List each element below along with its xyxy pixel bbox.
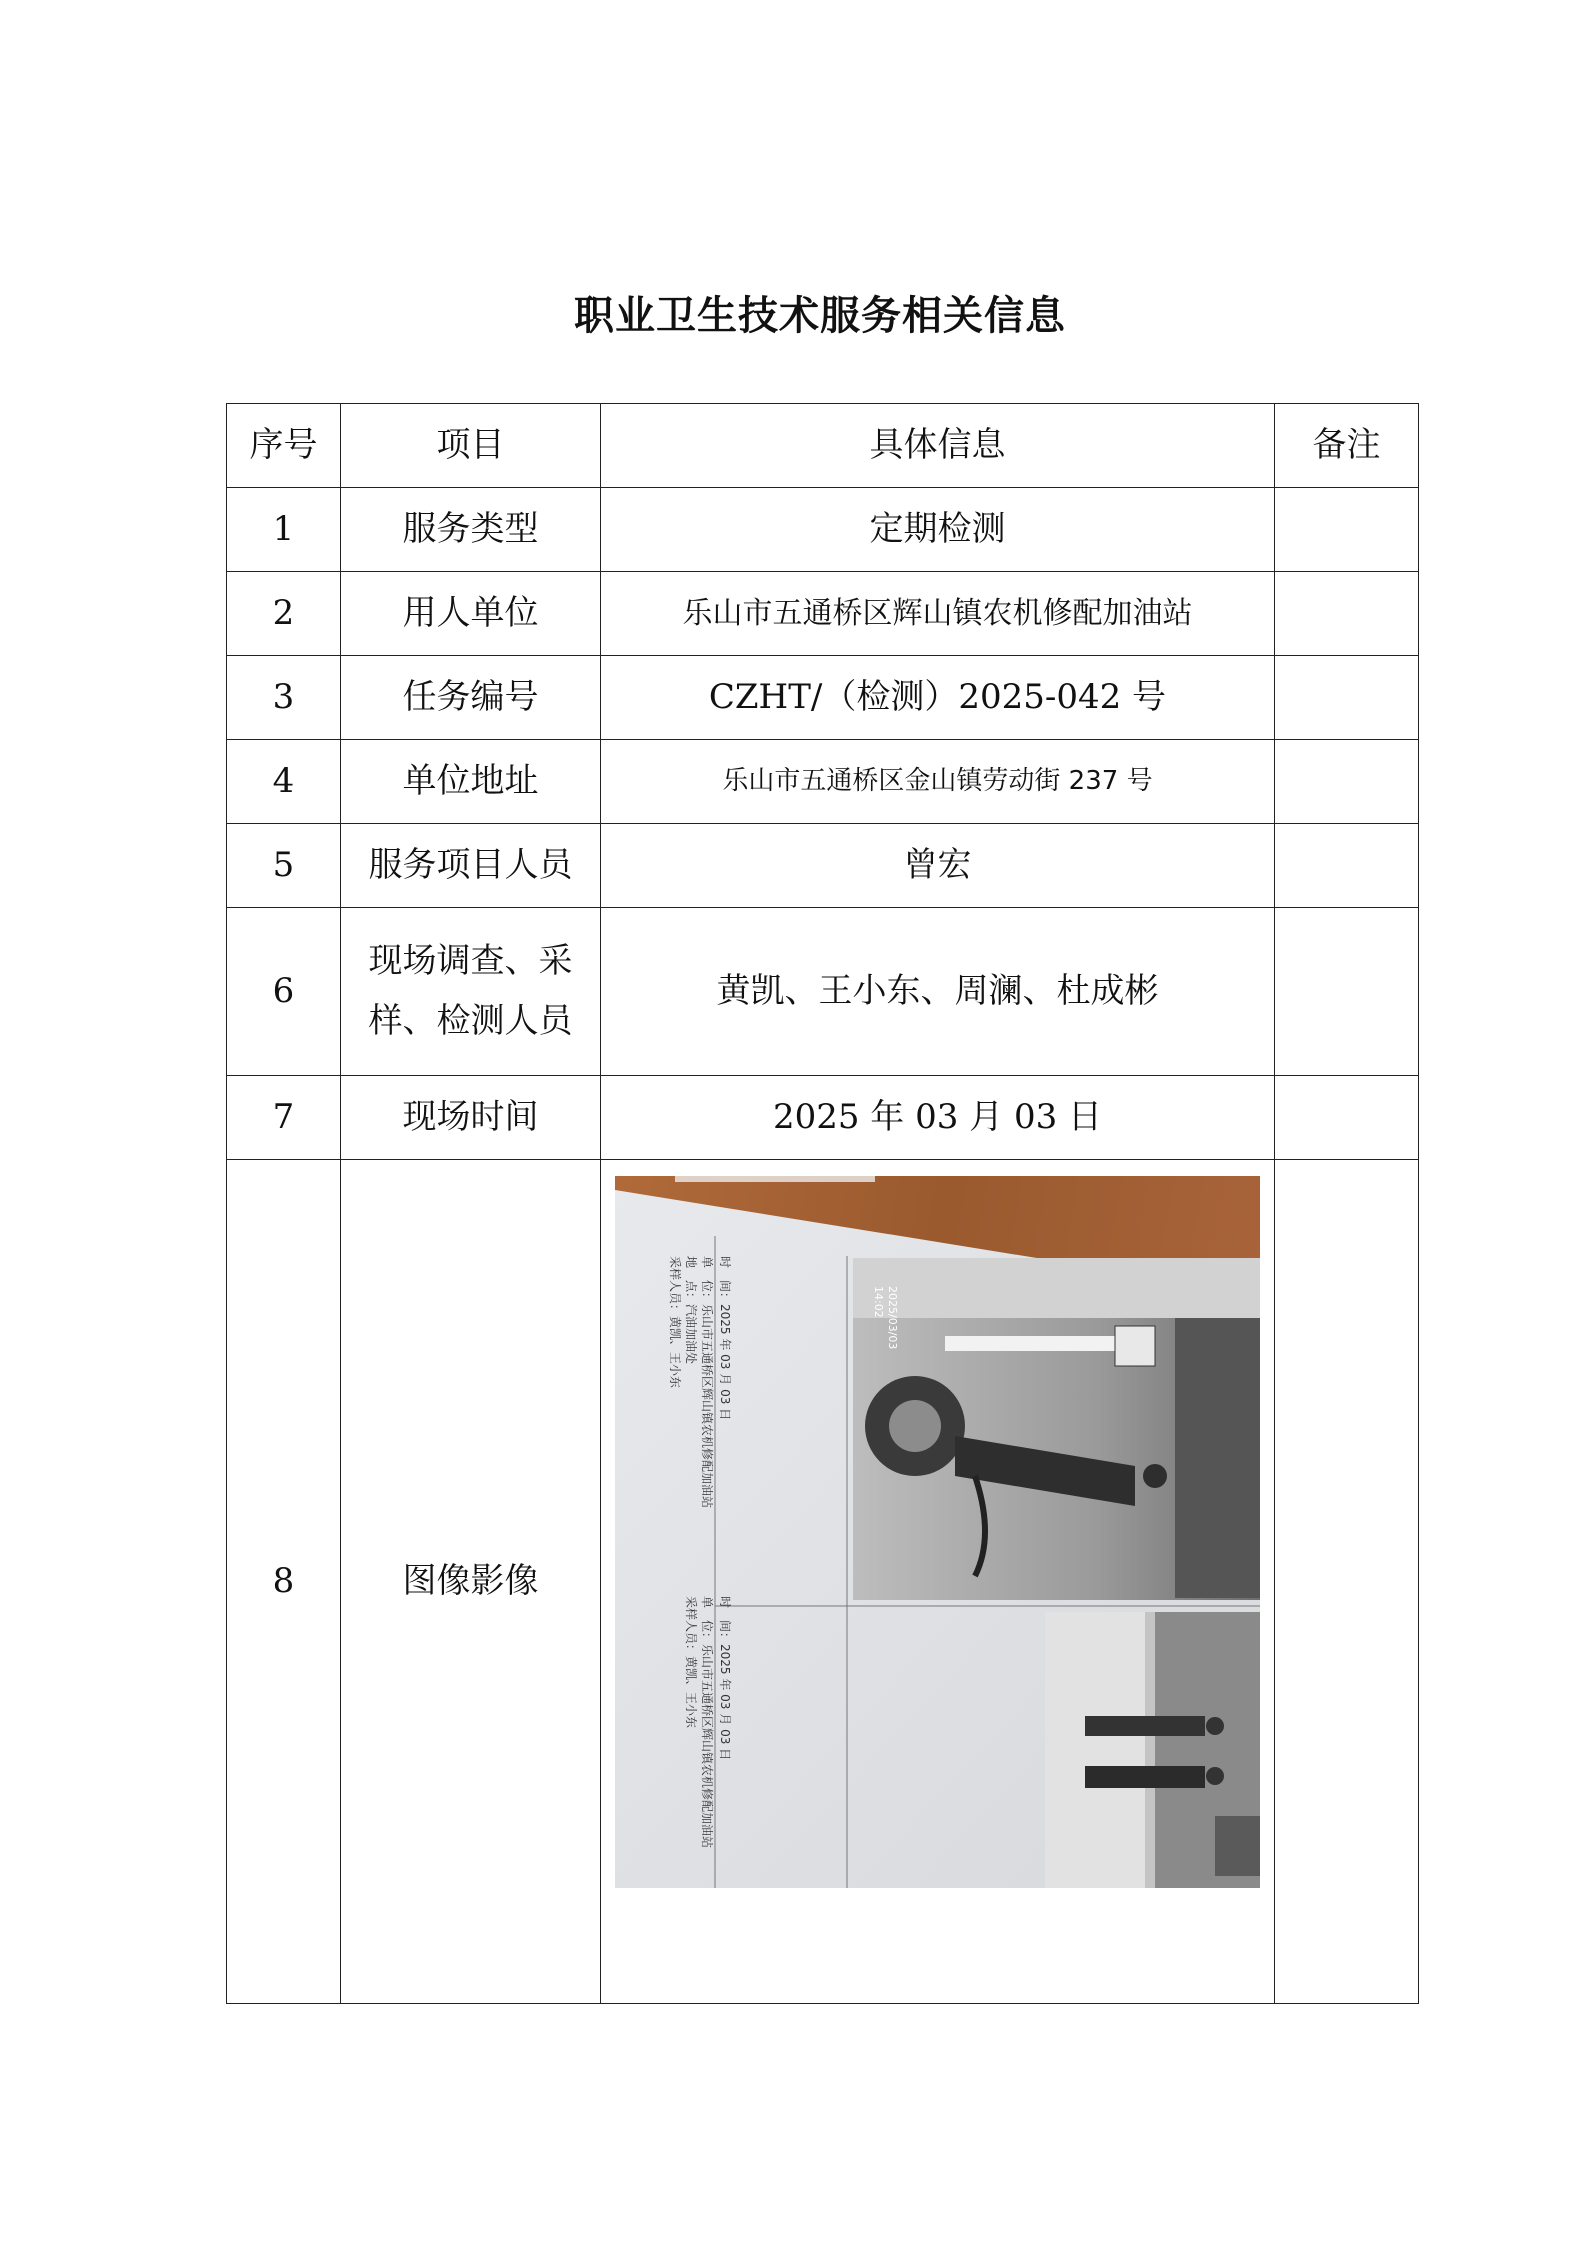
row-note — [1275, 1160, 1419, 2004]
row-item: 现场时间 — [341, 1076, 601, 1160]
header-item: 项目 — [341, 404, 601, 488]
header-note: 备注 — [1275, 404, 1419, 488]
row-detail: 乐山市五通桥区辉山镇农机修配加油站 — [601, 572, 1275, 656]
row-note — [1275, 656, 1419, 740]
row-item: 现场调查、采样、检测人员 — [341, 908, 601, 1076]
row-no: 5 — [227, 824, 341, 908]
row-note — [1275, 824, 1419, 908]
panel2-unit: 单 位：乐山市五通桥区辉山镇农机修配加油站 — [700, 1596, 714, 1849]
row-detail: 2025 年 03 月 03 日 — [601, 1076, 1275, 1160]
page-title: 职业卫生技术服务相关信息 — [574, 293, 1066, 339]
row-no: 1 — [227, 488, 341, 572]
info-table — [226, 403, 1419, 2004]
table-row — [227, 1160, 1419, 2004]
row-note — [1275, 488, 1419, 572]
row-item: 任务编号 — [341, 656, 601, 740]
table-row — [227, 488, 1419, 572]
row-detail: 黄凯、王小东、周澜、杜成彬 — [601, 908, 1275, 1076]
row-note — [1275, 740, 1419, 824]
table-row — [227, 656, 1419, 740]
row-no: 2 — [227, 572, 341, 656]
row-item: 服务类型 — [341, 488, 601, 572]
row-detail: 曾宏 — [601, 824, 1275, 908]
table-row — [227, 572, 1419, 656]
row-no: 7 — [227, 1076, 341, 1160]
row-no: 3 — [227, 656, 341, 740]
photo-timestamp-time: 14:02 — [872, 1286, 885, 1318]
row-note — [1275, 908, 1419, 1076]
panel1-staff: 采样人员：黄凯、王小东 — [668, 1256, 682, 1389]
table-header-row — [227, 404, 1419, 488]
header-detail: 具体信息 — [601, 404, 1275, 488]
row-detail: 乐山市五通桥区金山镇劳动街 237 号 — [601, 740, 1275, 824]
panel1-unit: 单 位：乐山市五通桥区辉山镇农机修配加油站 — [700, 1256, 714, 1509]
panel2-time: 时 间：2025 年 03 月 03 日 — [718, 1596, 732, 1761]
row-detail-image — [601, 1160, 1275, 2004]
row-no: 8 — [227, 1160, 341, 2004]
site-photo — [615, 1176, 1260, 1888]
table-row — [227, 740, 1419, 824]
row-note — [1275, 572, 1419, 656]
table-row — [227, 824, 1419, 908]
photo-timestamp-date: 2025/03/03 — [886, 1286, 899, 1350]
row-no: 4 — [227, 740, 341, 824]
row-item: 用人单位 — [341, 572, 601, 656]
row-note — [1275, 1076, 1419, 1160]
row-detail: CZHT/（检测）2025-042 号 — [601, 656, 1275, 740]
panel1-time: 时 间：2025 年 03 月 03 日 — [718, 1256, 732, 1421]
table-row — [227, 1076, 1419, 1160]
panel1-place: 地 点：汽油加油处 — [684, 1256, 698, 1365]
panel2-staff: 采样人员：黄凯、王小东 — [684, 1596, 698, 1729]
row-detail: 定期检测 — [601, 488, 1275, 572]
row-item: 服务项目人员 — [341, 824, 601, 908]
header-no: 序号 — [227, 404, 341, 488]
row-item: 图像影像 — [341, 1160, 601, 2004]
row-item: 单位地址 — [341, 740, 601, 824]
row-no: 6 — [227, 908, 341, 1076]
table-row — [227, 908, 1419, 1076]
